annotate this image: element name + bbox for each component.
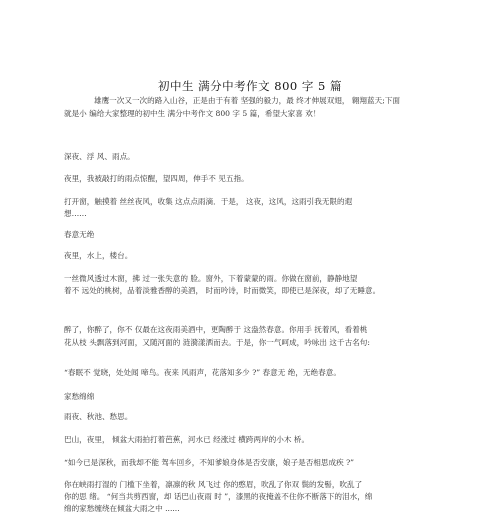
paragraph-line: 你在峡雨打湿的 门槛下坐着，凛凛的秋 风飞过 你的憨眉，吹乱了你双 鬓的发髻，吹乱了 bbox=[64, 480, 363, 489]
paragraph-line: “春眠不 觉晓，处处闻 啼鸟。夜来 风雨声，花落知多少 ?” 春意无 绝，无绝春意。 bbox=[64, 368, 341, 377]
section-heading: 家愁绵绵 bbox=[64, 392, 95, 401]
paragraph-line: 就是小 编给大家整理的初中生 满分中考作文 800 字 5 篇，希望大家喜 欢！ bbox=[64, 109, 321, 118]
paragraph-line: 想…… bbox=[64, 209, 87, 218]
section-heading: 春意无绝 bbox=[64, 230, 95, 239]
paragraph-line: 绵的家愁缠绕在倾盆大雨之中 ...... bbox=[64, 504, 180, 513]
paragraph-line: 雨夜、秋池、愁思。 bbox=[64, 412, 133, 421]
paragraph-line: 夜里，我被敲打的雨点惊醒，望四周，伸手不 见五指。 bbox=[64, 174, 249, 183]
paragraph-line: 你的思 绪。 “何当共剪西窗，却 话巴山夜雨 时 ”，漆黑的夜掩盖不住你不断落下的泪水，绵 bbox=[64, 492, 373, 501]
document-title: 初中生 满分中考作文 800 字 5 篇 bbox=[157, 79, 343, 93]
paragraph-line: 花从枝 头飘落到河面，又随河面的 涟漪漾洒而去。于是，你一气呵成，吟咏出 这千古名句: bbox=[64, 338, 370, 347]
paragraph-line: 雄鹰一次又一次的路入山谷，正是由于有着 坚强的毅力，最 终才伸展双翅， 翱翔蓝天;下面 bbox=[94, 96, 400, 105]
paragraph-line: 夜里，水上，楼台。 bbox=[64, 251, 133, 260]
paragraph-line: 打开窗，触摸着 丝丝夜风，收集 这点点雨滴．于是， 这夜，这风，这雨引我无限的遐 bbox=[64, 197, 353, 206]
paragraph-line: 着不 远处的桃树，品着淡雅香醇的美酒， 时而吟诗，时而微笑，即使已是深夜，却了无睡意。 bbox=[64, 286, 381, 295]
paragraph-line: 深夜、浮 风、雨点。 bbox=[64, 152, 135, 161]
paragraph-line: “如今已是深秋，而我却不能 驾车回乡，不知爹娘身体是否安康，娘子是否相思成疾 ?” bbox=[64, 458, 355, 467]
paragraph-line: 一丝微风透过木窗，拂 过一张失意的 脸。窗外，下着蒙蒙的雨。你做在窗前，静静地望 bbox=[64, 274, 358, 283]
paragraph-line: 醉了，你醉了，你不 仅最在这夜雨美酒中，更陶醉于 这盎然春意。你用手 抚着风，看着桃 bbox=[64, 325, 368, 334]
paragraph-line: 巴山，夜里， 倾盆大雨拍打着芭蕉，河水已 经涨过 横跨两岸的小木 桥。 bbox=[64, 435, 310, 444]
